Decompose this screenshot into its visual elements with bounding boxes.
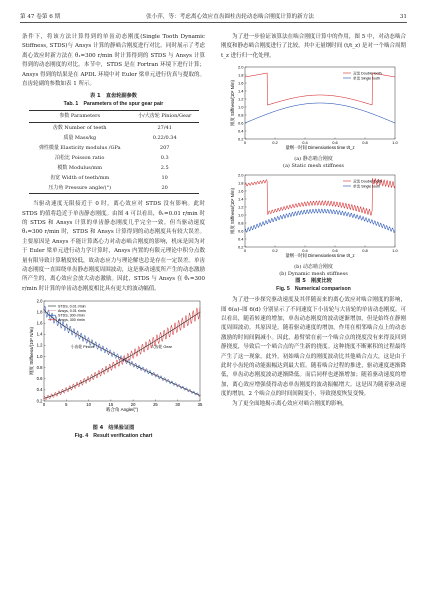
- x-tick-label: 0.6: [332, 248, 338, 254]
- y-tick-label: 1.0: [36, 354, 43, 360]
- legend-label: 单齿 Single tooth: [353, 76, 381, 81]
- y-tick-label: 1.4: [237, 196, 244, 202]
- figure-5a-caption-cn: (a) 静态啮合刚度: [294, 156, 333, 163]
- x-tick-label: 0.8: [362, 140, 368, 146]
- figure-5b-chart: [221, 172, 406, 264]
- y-tick-label: 1.2: [237, 96, 244, 102]
- y-tick-label: 1.0: [237, 104, 244, 110]
- table-row: [29, 173, 199, 183]
- y-tick-label: 1.6: [237, 188, 244, 194]
- y-tick-label: 0.6: [36, 376, 43, 382]
- table-header: 小/大齿轮 Pinion/Gear: [131, 111, 199, 122]
- paragraph: 条件下，将该方法计算得到的单齿动态刚度(Single Tooth Dynamic Stiffness, STDS)与 Ansys 计算的静啮合刚度进行对比。同时展示了考虑离心效应时新方法在 θ̇₁=300 r/min 时计算得到的 STDS 与 Ansys 计算得到的动态刚度的对比。本节中，STDS 是在 Fortran 环境下进行计算；Ansys 得到的结果是在 APDL 环境中对 Euler 梁单元进行仿真与提取的。直齿轮副的参数如表 1 所示。: [22, 34, 205, 88]
- y-tick-label: 2.0: [36, 298, 43, 304]
- y-tick-label: 1.2: [237, 204, 244, 210]
- x-tick-label: 20: [130, 402, 136, 408]
- x-tick-label: 0.6: [332, 140, 338, 146]
- y-axis-label: 刚度 Stiffness/(10⁸ N/m): [230, 188, 235, 235]
- table-cell: 齿数 Number of teeth: [52, 124, 107, 131]
- x-axis-label: 量纲一时间 Dimensionless time t/t_z: [285, 145, 355, 151]
- table-cell: 模数 Modulus/mm: [57, 164, 103, 171]
- series-single-tooth: [245, 103, 395, 123]
- y-tick-label: 1.8: [36, 309, 43, 315]
- y-tick-label: 2.0: [237, 64, 244, 70]
- y-tick-label: 2.0: [237, 172, 244, 178]
- table-row: [29, 143, 199, 153]
- y-tick-label: 0.2: [237, 136, 244, 142]
- table-cell: 齿宽 Width of teeth/mm: [50, 175, 110, 181]
- legend-label: STDS, 300 r/min: [58, 313, 85, 318]
- table-cell: 2.5: [160, 164, 169, 171]
- paragraph: 当驱动速度无限接近于 0 时，离心效应对 STDS 没有影响。此时 STDS 的值将趋近于单齿静态刚度。由图 4 可以看出，θ̇₁=0.01 r/min 时的 STDS 和 Ansys 计算的单齿静态刚度几乎完全一致。但当驱动速度 θ̇₁=300 r/min 时，STDS 和 Ansys 计算得到的动态刚度具有较大误差。主要原因是 Ansys 不能计算离心力对动态啮合刚度的影响，机床是因为对于 Euler 梁单元进行动力学计算时，Ansys 内置的有限元理论中积分点数量有限导致计算精度较低，故动态应力与理论解也总是存在一定误差。单齿动态刚度一直围绕单齿静态刚度周围波动，这是驱动速度所产生的动态激励所产生的，离心效应会放大动态激励。因此，STDS 与 Ansys 在 θ̇₁=300 r/min 时计算的单齿动态刚度相比具有更大的波动幅值。: [22, 201, 205, 292]
- legend-label: Ansys, 300 r/min: [58, 318, 85, 323]
- running-title: 张小萍，等：考虑离心效应直齿圆柱齿轮动态啮合刚度计算的新方法: [146, 14, 314, 20]
- gear-label: 大齿轮 Gear: [150, 345, 172, 350]
- x-axis-label: 量纲一时间 Dimensionless time t/t_z: [285, 253, 355, 259]
- y-axis-label: 刚度 Stiffness/(10⁸ N/m): [29, 327, 34, 376]
- x-tick-label: 10: [86, 402, 91, 408]
- right-column: [221, 33, 406, 409]
- y-tick-label: 0.6: [237, 120, 244, 126]
- table-caption-cn: 表 1 直齿轮副参数: [90, 93, 137, 100]
- legend-label: 双齿 Double tooth: [353, 71, 382, 76]
- figure-5a-caption-en: (a) Static mesh stiffness: [283, 163, 344, 170]
- table-row: [29, 133, 199, 143]
- figure-5b-caption-en: (b) Dynamic mesh stiffness: [279, 271, 348, 278]
- y-tick-label: 1.2: [36, 342, 43, 348]
- journal-issue: 第 47 卷第 6 期: [20, 14, 61, 20]
- y-tick-label: 1.8: [237, 180, 244, 186]
- x-tick-label: 0.2: [272, 248, 278, 254]
- figure-4-chart: [22, 297, 205, 425]
- table-cell: 10: [161, 175, 168, 181]
- pinion-label: 小齿轮 Pinion: [70, 345, 94, 350]
- legend-label: 单齿 Single tooth: [353, 184, 381, 189]
- x-tick-label: 0.4: [302, 140, 308, 146]
- table-row: [29, 153, 199, 163]
- x-tick-label: 0.8: [362, 248, 368, 254]
- legend-label: STDS, 0.01 r/min: [58, 304, 86, 309]
- x-tick-label: 35: [197, 402, 203, 408]
- table-cell: 压力角 Pressure angle/(°): [29, 183, 131, 194]
- table-cell: 弹性模量 Elasticity modulus /GPa: [38, 144, 121, 151]
- paragraph: 为了进一步探究驱动速度及其伴随而来的离心效应对啮合刚度的影响，图 6(a)–图 6(d) 分别显示了不同速度下小齿轮与大齿轮的单齿动态刚度。可以看出，随着转速的增加，单齿动态刚度的波动逐渐增加，但是始终在静刚度周围波动。其原因是，随着驱动速度的增加，作用在相邻啮合点上的动态激励的时间间隔减小。因此，悬臂梁在前一个啮合点的挠度没有来得及回到静挠度，导致后一个啮合点的产生新的挠度。这种挠度不断累积的过程最终产生了这一现象。此外，初始啮合点的刚度波动比其他啮合点大，这是由于此时小齿轮的动能振幅达到最大值。随着啮合过程的推进，驱动速度逐渐降低，单齿动态刚度波动逐渐降低。而后同样也逐渐增加；随着驱动速度的增加，离心效应增强使得动态单齿刚度的波动振幅增大。这是因为随着驱动速度的增加，2 个啮合点的时间间隔变小，导致挠度恢复变慢。: [221, 297, 406, 398]
- legend-label: 双齿 Double tooth: [353, 179, 382, 184]
- y-tick-label: 1.4: [36, 331, 43, 337]
- x-tick-label: 25: [153, 402, 158, 408]
- x-tick-label: 0: [243, 140, 247, 146]
- table-cell: 20: [131, 183, 199, 194]
- figure-5-caption-en: Fig. 5 Numerical comparison: [276, 285, 351, 292]
- y-tick-label: 1.6: [36, 320, 43, 326]
- y-tick-label: 0.8: [36, 365, 43, 371]
- y-tick-label: 1.0: [237, 212, 244, 218]
- figure-4-caption-cn: 图 4 结果验证图: [92, 425, 135, 432]
- y-tick-label: 1.8: [237, 72, 244, 78]
- paragraph: 为了更全面地揭示离心效应对啮合刚度的影响，: [232, 400, 348, 407]
- table-row: [29, 122, 199, 133]
- x-tick-label: 0: [243, 248, 247, 254]
- y-tick-label: 1.6: [237, 80, 244, 86]
- paragraph: 为了进一步验证该算法在啮合刚度计算中的作用，图 5 中，对动态啮合刚度和静态啮合刚度进行了比较。其中无量纲时间 (t/t_z) 是对一个啮合周期 t_z 进行归一化处理。: [221, 34, 406, 59]
- y-tick-label: 0.6: [237, 228, 244, 234]
- table-caption-en: Tab. 1 Parameters of the spur gear pair: [63, 100, 164, 107]
- x-tick-label: 5: [65, 402, 68, 408]
- table-header: 参数 Parameters: [29, 111, 131, 122]
- left-column: [22, 33, 205, 440]
- y-tick-label: 0.4: [237, 236, 244, 242]
- x-tick-label: 0.2: [272, 140, 278, 146]
- x-tick-label: 1.0: [392, 248, 398, 254]
- page-number: 31: [399, 14, 407, 20]
- y-tick-label: 0.8: [237, 220, 244, 226]
- legend-label: Ansys, 0.01 r/min: [58, 309, 86, 314]
- series-stds-001-pinion: [44, 310, 200, 396]
- y-tick-label: 0.8: [237, 112, 244, 118]
- x-tick-label: 30: [175, 402, 181, 408]
- figure-4-caption-en: Fig. 4 Result verification chart: [74, 432, 153, 439]
- table-row: [29, 183, 199, 194]
- table-cell: 27/41: [157, 124, 172, 131]
- table-cell: 质量 Mass/kg: [63, 134, 97, 141]
- running-header: [20, 9, 407, 23]
- y-tick-label: 0.4: [237, 128, 244, 134]
- figure-5a-chart: [221, 64, 406, 156]
- x-tick-label: 0: [42, 402, 46, 408]
- table-cell: 0.22/0.34: [152, 134, 177, 141]
- y-tick-label: 0.2: [237, 244, 244, 250]
- table-row: [29, 163, 199, 173]
- x-tick-label: 1.0: [392, 140, 398, 146]
- y-tick-label: 0.2: [36, 398, 43, 404]
- y-tick-label: 1.4: [237, 88, 244, 94]
- table-cell: 0.3: [160, 154, 169, 161]
- x-tick-label: 0.4: [302, 248, 308, 254]
- table-cell: 泊松比 Poisson ratio: [55, 154, 105, 161]
- y-tick-label: 0.4: [36, 387, 43, 393]
- figure-5-caption-cn: 图 5 刚度比较: [295, 278, 332, 285]
- x-tick-label: 15: [108, 402, 114, 408]
- x-axis-label: 啮合角 Angle/(°): [105, 407, 139, 413]
- y-axis-label: 刚度 Stiffness/(10⁸ N/m): [230, 80, 235, 127]
- table-cell: 207: [159, 144, 170, 151]
- figure-5b-caption-cn: (b) 动态啮合刚度: [294, 264, 333, 271]
- parameters-table: [29, 110, 199, 194]
